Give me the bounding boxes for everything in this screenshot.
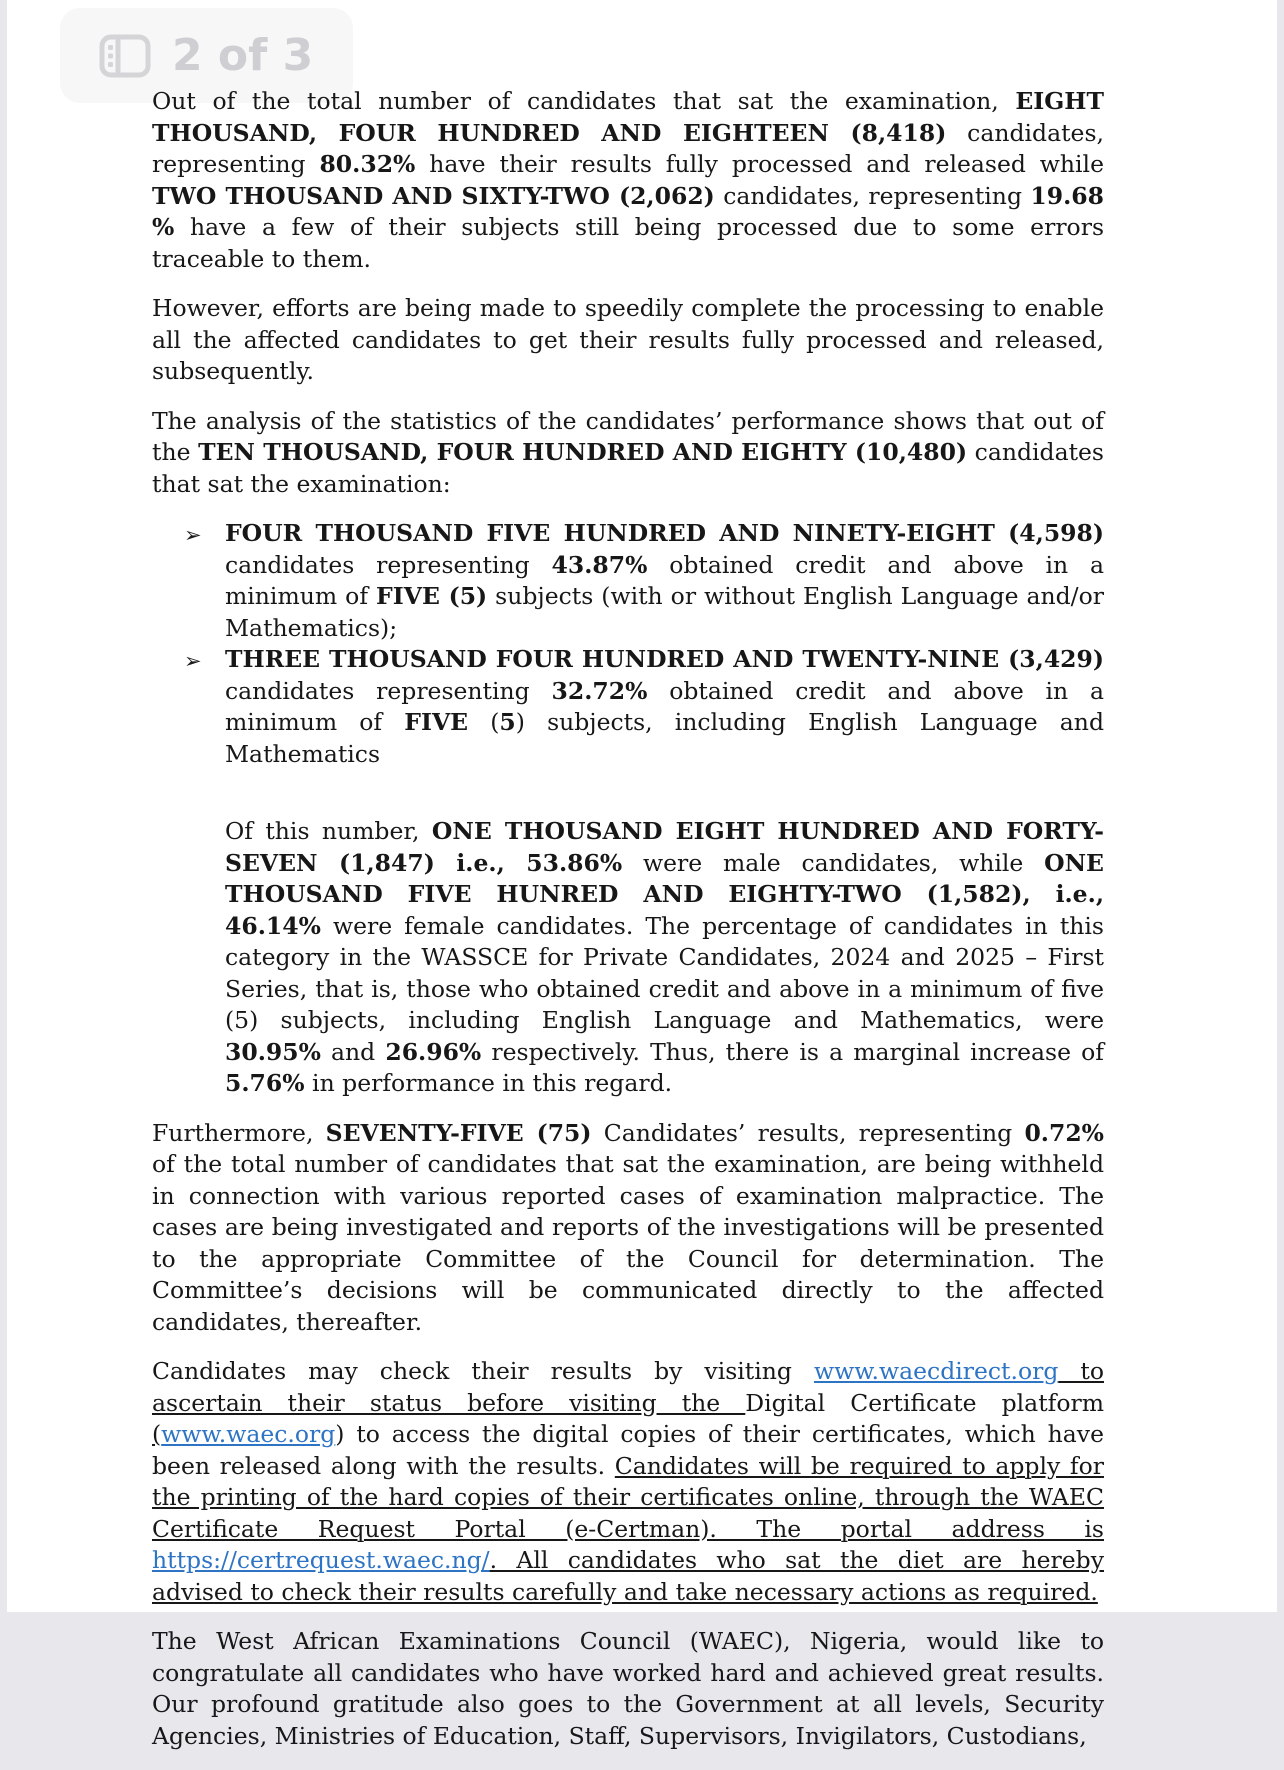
text-run: candidates, representing xyxy=(152,118,1104,178)
text-run: candidates, representing xyxy=(714,181,1031,210)
text-run: in performance in this regard. xyxy=(304,1069,673,1097)
text-run: ( xyxy=(468,708,500,736)
text-run: Of this number, xyxy=(225,817,432,845)
bold-text: 32.72% xyxy=(551,676,648,705)
text-run: candidates that sat the examination: xyxy=(152,438,1104,498)
text-run: Candidates’ results, representing xyxy=(591,1118,1025,1147)
text-run: Candidates may check their results by visiting xyxy=(152,1357,814,1385)
text-run: Digital Certificate platform xyxy=(745,1388,1105,1417)
hyperlink[interactable]: www.waec.org xyxy=(161,1420,336,1448)
text-run: obtained credit and above in a minimum of xyxy=(225,676,1104,736)
bold-text: FOUR THOUSAND FIVE HUNDRED AND NINETY-EIGHT (4,598) xyxy=(225,519,1104,547)
text-run: of the total number of candidates that sat the examination, are being withheld in connection with various reported cases of examination malpractice. The cases are being investigated and reports of the investigations will be presented to the appropriate Committee of the Council for determination. The Committee’s decisions will be communicated directly to the affected candidates, thereafter. xyxy=(152,1150,1104,1336)
text-run: obtained credit and above in a minimum of xyxy=(225,550,1104,610)
underlined-text: . All candidates who sat the diet are hereby advised to check their results carefully and take necessary actions as required. xyxy=(152,1546,1104,1606)
arrow-bullet-icon: ➢ xyxy=(184,523,202,547)
text-run: ) to access the digital copies of their certificates, which have been released along with the results. xyxy=(152,1420,1104,1480)
paragraph xyxy=(152,406,1104,501)
bold-text: FIVE (5) xyxy=(376,582,488,610)
bold-text: 0.72% xyxy=(1024,1118,1105,1147)
paragraph xyxy=(152,86,1104,275)
text-run: Out of the total number of candidates that sat the examination, xyxy=(152,87,1016,115)
text-run: However, efforts are being made to speedily complete the processing to enable all the affected candidates to get their results fully processed and released, subsequently. xyxy=(152,294,1104,385)
bold-text: ONE THOUSAND EIGHT HUNDRED AND FORTY-SEVEN (1,847) i.e., 53.86% xyxy=(225,817,1104,877)
hyperlink[interactable]: https://certrequest.waec.ng/ xyxy=(152,1546,490,1574)
bold-text: 19.68 % xyxy=(152,181,1104,241)
paragraph xyxy=(152,1626,1104,1752)
underlined-text: to ascertain their status before visiting the xyxy=(152,1357,1105,1417)
text-run: candidates representing xyxy=(225,676,552,705)
paragraph xyxy=(152,1356,1104,1608)
underlined-text: Candidates will be required to apply for the printing of the hard copies of their certificates online, through the WAEC Certificate Request Portal (e-Certman). The portal address is xyxy=(152,1451,1104,1543)
text-run: were male candidates, while xyxy=(622,848,1045,877)
text-run: and xyxy=(320,1037,386,1066)
bold-text: TWO THOUSAND AND SIXTY-TWO (2,062) xyxy=(152,181,715,210)
text-run: The West African Examinations Council (WAEC), Nigeria, would like to congratulate all candidates who have worked hard and achieved great results. Our profound gratitude also goes to the Government at all levels, Security Agencies, Ministries of Education, Staff, Supervisors, Invigilators, Custodians, xyxy=(152,1627,1104,1750)
text-run: Furthermore, xyxy=(152,1118,326,1147)
text-run: have a few of their subjects still being processed due to some errors traceable to them. xyxy=(152,213,1104,273)
bold-text: ONE THOUSAND FIVE HUNRED AND EIGHTY-TWO (1,582), i.e., 46.14% xyxy=(225,848,1104,940)
bold-text: TEN THOUSAND, FOUR HUNDRED AND EIGHTY (10,480) xyxy=(198,438,968,466)
bold-text: 30.95% xyxy=(225,1037,321,1066)
bold-text: 5 xyxy=(499,708,516,736)
bullet-list xyxy=(152,518,1104,770)
bold-text: FIVE xyxy=(404,708,469,736)
list-item xyxy=(152,518,1104,644)
text-run: The analysis of the statistics of the candidates’ performance shows that out of the xyxy=(152,406,1104,466)
bold-text: 26.96% xyxy=(385,1037,482,1066)
sidebar-pages-icon xyxy=(98,33,152,79)
paragraph xyxy=(152,293,1104,388)
list-item-text xyxy=(225,518,1104,644)
bold-text: 80.32% xyxy=(319,150,416,178)
document-content xyxy=(152,86,1104,1770)
bold-text: 43.87% xyxy=(551,550,648,579)
arrow-bullet-icon: ➢ xyxy=(184,649,202,673)
bold-text: THREE THOUSAND FOUR HUNDRED AND TWENTY-NINE (3,429) xyxy=(225,645,1104,673)
page-indicator-label: 2 of 3 xyxy=(172,30,314,81)
list-item xyxy=(152,644,1104,770)
bold-text: SEVENTY-FIVE (75) xyxy=(325,1118,592,1147)
text-run: have their results fully processed and released while xyxy=(415,150,1104,178)
text-run: were female candidates. The percentage of candidates in this category in the WASSCE for Private Candidates, 2024 and 2025 – First Series, that is, those who obtained credit and above in a minimum of five (5) subjects, including English Language and Mathematics, were xyxy=(225,911,1104,1034)
bold-text: 5.76% xyxy=(225,1069,305,1097)
paragraph xyxy=(152,1118,1104,1339)
paragraph xyxy=(152,816,1104,1100)
text-run: subjects (with or without English Language and/or Mathematics); xyxy=(225,582,1104,642)
list-item-text xyxy=(225,644,1104,770)
text-run: ) subjects, including English Language and Mathematics xyxy=(225,708,1104,768)
text-run: candidates representing xyxy=(225,550,552,579)
hyperlink[interactable]: www.waecdirect.org xyxy=(813,1357,1059,1385)
bold-text: EIGHT THOUSAND, FOUR HUNDRED AND EIGHTEEN (8,418) xyxy=(152,87,1104,147)
document-page xyxy=(7,0,1277,1750)
underlined-text: ( xyxy=(152,1420,162,1448)
text-run: respectively. Thus, there is a marginal increase of xyxy=(481,1037,1104,1066)
